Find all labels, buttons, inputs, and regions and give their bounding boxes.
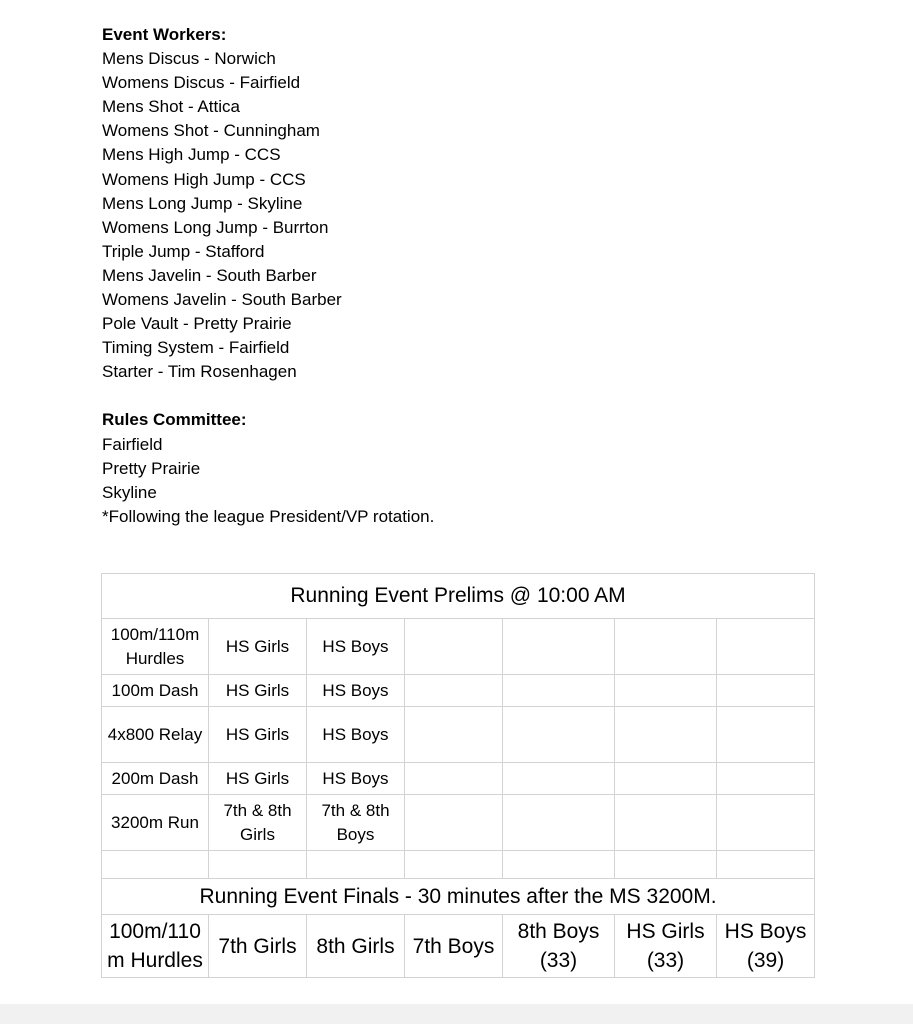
table-cell: 7th & 8th Girls xyxy=(209,795,307,851)
table-row xyxy=(102,675,815,707)
table-row xyxy=(102,915,815,978)
schedule-table xyxy=(101,573,815,978)
table-cell xyxy=(717,675,815,707)
table-cell: 8th Girls xyxy=(307,915,405,978)
table-cell xyxy=(405,619,503,675)
table-cell xyxy=(503,795,615,851)
rules-committee-list xyxy=(102,433,434,505)
table-row xyxy=(102,851,815,879)
table-cell xyxy=(717,851,815,879)
table-cell: HS Girls xyxy=(209,763,307,795)
rules-committee-heading: Rules Committee: xyxy=(102,410,247,430)
rules-committee-item: Fairfield xyxy=(102,434,163,454)
table-cell xyxy=(717,763,815,795)
table-cell xyxy=(615,707,717,763)
event-worker-item: Timing System - Fairfield xyxy=(102,338,290,358)
spacer xyxy=(102,384,434,408)
event-cell: 100m/110 m Hurdles xyxy=(102,915,209,978)
table-cell: 7th Girls xyxy=(209,915,307,978)
table-cell xyxy=(503,675,615,707)
table-row xyxy=(102,707,815,763)
table-cell xyxy=(405,707,503,763)
table-cell: 7th & 8th Boys xyxy=(307,795,405,851)
table-cell: HS Girls xyxy=(209,675,307,707)
event-cell: 100m Dash xyxy=(102,675,209,707)
page-bottom-edge xyxy=(0,1004,913,1024)
table-cell: 7th Boys xyxy=(405,915,503,978)
event-worker-item: Mens Javelin - South Barber xyxy=(102,265,317,285)
table-cell xyxy=(405,763,503,795)
event-worker-item: Mens High Jump - CCS xyxy=(102,145,281,165)
table-cell xyxy=(615,851,717,879)
table-cell xyxy=(503,619,615,675)
text-section xyxy=(102,23,434,529)
table-cell: 8th Boys (33) xyxy=(503,915,615,978)
event-worker-item: Womens High Jump - CCS xyxy=(102,169,306,189)
table-cell: HS Boys xyxy=(307,675,405,707)
rules-committee-item: Skyline xyxy=(102,482,157,502)
table-cell xyxy=(717,795,815,851)
table-cell xyxy=(405,851,503,879)
table-cell: HS Girls xyxy=(209,707,307,763)
prelims-title-row xyxy=(102,574,815,619)
event-workers-list xyxy=(102,47,434,384)
event-cell xyxy=(102,851,209,879)
table-cell xyxy=(503,707,615,763)
table-cell xyxy=(405,795,503,851)
table-cell xyxy=(503,763,615,795)
table-cell: HS Girls (33) xyxy=(615,915,717,978)
event-worker-item: Starter - Tim Rosenhagen xyxy=(102,362,297,382)
finals-title-row xyxy=(102,879,815,915)
rules-committee-item: Pretty Prairie xyxy=(102,458,201,478)
event-worker-item: Womens Discus - Fairfield xyxy=(102,73,301,93)
table-row xyxy=(102,619,815,675)
table-cell xyxy=(209,851,307,879)
prelims-title: Running Event Prelims @ 10:00 AM xyxy=(102,574,815,619)
table-cell: HS Boys (39) xyxy=(717,915,815,978)
table-cell xyxy=(717,619,815,675)
table-cell: HS Girls xyxy=(209,619,307,675)
event-worker-item: Mens Shot - Attica xyxy=(102,97,240,117)
event-cell: 4x800 Relay xyxy=(102,707,209,763)
event-worker-item: Womens Long Jump - Burrton xyxy=(102,217,329,237)
table-cell: HS Boys xyxy=(307,619,405,675)
table-row xyxy=(102,763,815,795)
event-worker-item: Womens Javelin - South Barber xyxy=(102,290,342,310)
event-worker-item: Mens Discus - Norwich xyxy=(102,49,276,69)
table-cell: HS Boys xyxy=(307,763,405,795)
finals-title: Running Event Finals - 30 minutes after the MS 3200M. xyxy=(102,879,815,915)
table-cell: HS Boys xyxy=(307,707,405,763)
event-workers-heading: Event Workers: xyxy=(102,25,227,44)
rules-committee-note: *Following the league President/VP rotation. xyxy=(102,506,435,526)
event-cell: 3200m Run xyxy=(102,795,209,851)
table-cell xyxy=(503,851,615,879)
event-worker-item: Triple Jump - Stafford xyxy=(102,241,265,261)
table-cell xyxy=(405,675,503,707)
table-cell xyxy=(615,675,717,707)
event-worker-item: Womens Shot - Cunningham xyxy=(102,121,320,141)
table-row xyxy=(102,795,815,851)
event-worker-item: Mens Long Jump - Skyline xyxy=(102,193,303,213)
table-cell xyxy=(717,707,815,763)
table-cell xyxy=(615,619,717,675)
table-cell xyxy=(307,851,405,879)
table-cell xyxy=(615,795,717,851)
table-cell xyxy=(615,763,717,795)
event-worker-item: Pole Vault - Pretty Prairie xyxy=(102,314,292,334)
event-cell: 200m Dash xyxy=(102,763,209,795)
event-cell: 100m/110m Hurdles xyxy=(102,619,209,675)
